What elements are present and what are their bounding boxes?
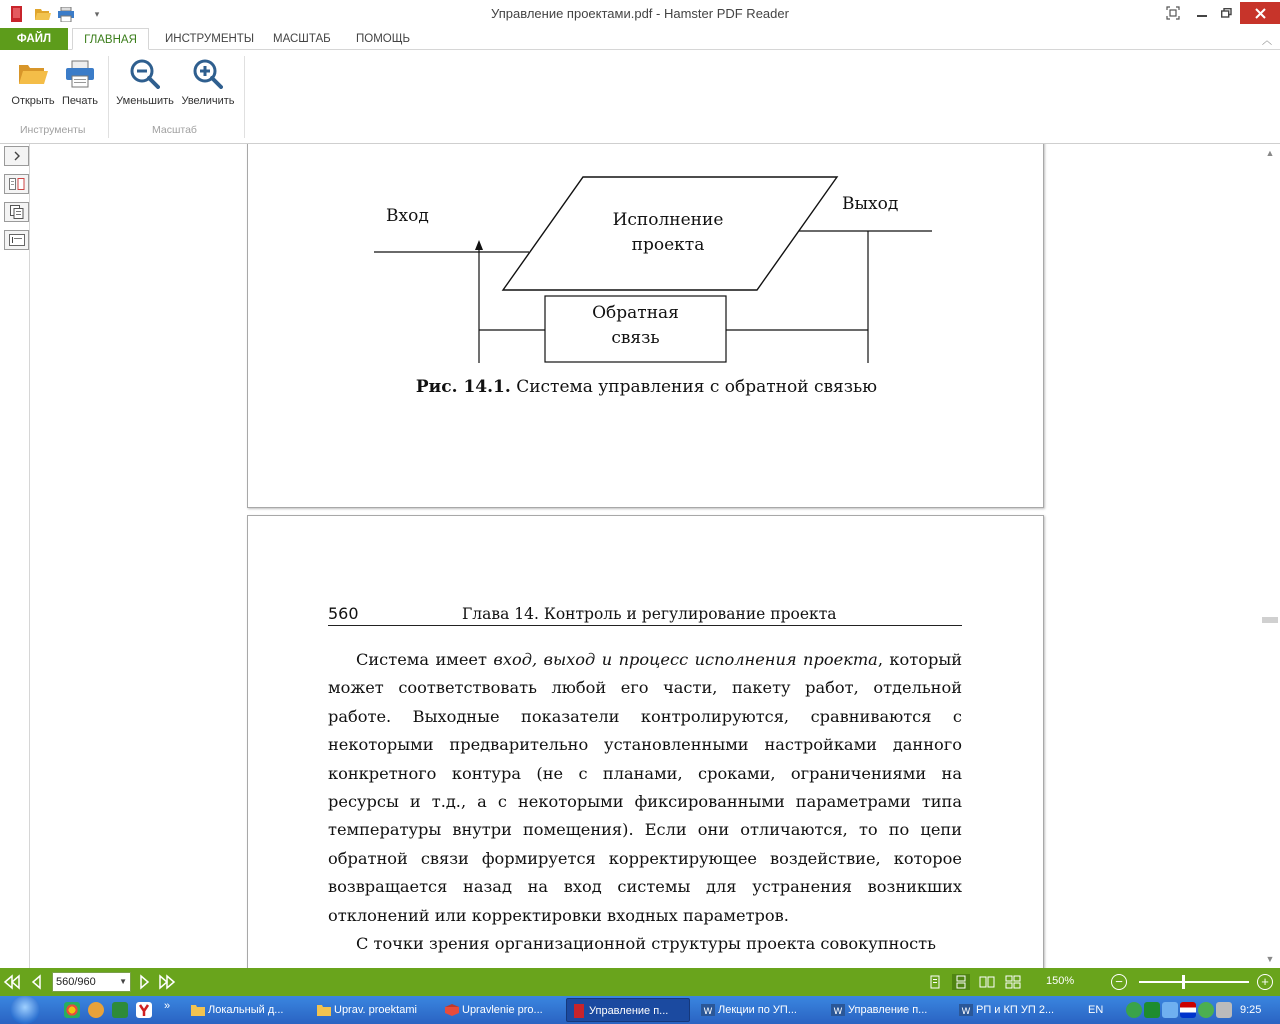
taskbar-overflow-icon[interactable]: »	[164, 1000, 171, 1012]
taskbar-item-label: РП и КП УП 2...	[976, 1004, 1055, 1016]
zoom-in-small-icon[interactable]: +	[1257, 974, 1273, 990]
running-head	[328, 604, 962, 626]
group-label-scale: Масштаб	[152, 124, 197, 136]
side-panel	[0, 144, 30, 968]
tab-scale[interactable]: МАСШТАБ	[273, 33, 331, 45]
print-button-label: Печать	[61, 95, 99, 107]
pdf-reader-icon	[571, 1003, 587, 1019]
check-icon[interactable]	[1126, 1002, 1142, 1018]
info-icon[interactable]	[1198, 1002, 1214, 1018]
svg-text:W: W	[961, 1007, 971, 1017]
zoom-out-button-label: Уменьшить	[116, 95, 174, 107]
diagram-output-label: Выход	[842, 194, 899, 214]
zoom-slider-thumb[interactable]	[1182, 975, 1185, 989]
yandex-icon[interactable]	[136, 1002, 152, 1018]
taskbar-item-label: Uprav. proektami	[334, 1004, 417, 1016]
zoom-level: 150%	[1046, 975, 1075, 987]
minimize-icon[interactable]	[1190, 2, 1214, 24]
open-button-label: Открыть	[11, 95, 55, 107]
title-bar	[0, 0, 1280, 28]
zoom-out-button[interactable]	[113, 56, 177, 107]
page-indicator: 560/960	[56, 976, 96, 988]
pdf-page	[247, 144, 1044, 508]
taskbar-item[interactable]	[954, 998, 1078, 1022]
expand-panel-icon[interactable]	[4, 146, 29, 166]
prev-page-icon[interactable]	[28, 974, 46, 990]
status-bar	[0, 968, 1280, 996]
tab-tools[interactable]: ИНСТРУМЕНТЫ	[165, 33, 255, 45]
group-separator	[244, 56, 245, 138]
zoom-in-button[interactable]	[178, 56, 238, 107]
taskbar-item[interactable]	[312, 998, 434, 1022]
zoom-slider[interactable]	[1139, 981, 1249, 983]
app-icon[interactable]	[112, 1002, 128, 1018]
next-page-icon[interactable]	[135, 974, 153, 990]
diagram-process-line2: проекта	[631, 235, 705, 255]
paragraph-emphasis: вход, выход и процесс исполнения проекта	[493, 650, 878, 669]
clock: 9:25	[1240, 1004, 1262, 1016]
zoom-in-button-label: Увеличить	[181, 95, 235, 107]
single-page-view-icon[interactable]	[926, 974, 944, 990]
paragraph: С точки зрения организационной структуры проекта совокупность	[356, 934, 936, 954]
taskbar-item-label: Управление п...	[589, 1005, 669, 1017]
word-icon	[830, 1002, 846, 1018]
figure-caption	[248, 377, 1045, 397]
taskbar	[0, 996, 1280, 1024]
tab-file[interactable]: ФАЙЛ	[0, 28, 68, 50]
zoom-out-small-icon[interactable]: −	[1111, 974, 1127, 990]
ribbon-collapse-icon[interactable]: ︿	[1262, 36, 1272, 47]
chevron-down-icon[interactable]: ▼	[119, 977, 127, 986]
restore-icon[interactable]	[1214, 2, 1238, 24]
close-icon[interactable]	[1240, 2, 1280, 24]
language-indicator[interactable]: EN	[1088, 1004, 1104, 1016]
diagram-feedback-line1: Обратная	[592, 303, 679, 323]
tab-home[interactable]: ГЛАВНАЯ	[72, 28, 149, 50]
folder-open-icon	[15, 56, 51, 92]
first-page-icon[interactable]	[3, 974, 21, 990]
taskbar-item-label: Лекции по УП...	[718, 1004, 797, 1016]
word-icon	[958, 1002, 974, 1018]
tab-help[interactable]: ПОМОЩЬ	[356, 33, 411, 45]
two-page-continuous-icon[interactable]	[1004, 974, 1022, 990]
diagram-process-line1: Исполнение	[612, 210, 724, 230]
word-icon	[700, 1002, 716, 1018]
taskbar-item[interactable]	[186, 998, 308, 1022]
vertical-scrollbar[interactable]	[1260, 144, 1280, 968]
zoom-out-icon	[127, 56, 163, 92]
document-viewport[interactable]	[31, 144, 1260, 968]
open-button[interactable]	[8, 56, 58, 107]
zoom-in-icon	[190, 56, 226, 92]
diagram-process-label	[588, 208, 748, 258]
taskbar-item[interactable]	[826, 998, 950, 1022]
diagram-feedback-label	[545, 301, 726, 351]
two-page-view-icon[interactable]	[978, 974, 996, 990]
page-number: 560	[328, 604, 359, 623]
book-icon	[444, 1002, 460, 1018]
scroll-down-icon[interactable]: ▼	[1265, 954, 1275, 964]
paragraph-text: Система имеет	[356, 650, 494, 669]
continuous-view-icon[interactable]	[952, 974, 970, 990]
folder-icon	[316, 1002, 332, 1018]
ribbon-tabs	[0, 28, 1280, 50]
last-page-icon[interactable]	[158, 974, 176, 990]
taskbar-item-label: Локальный д...	[208, 1004, 284, 1016]
start-button[interactable]	[10, 996, 40, 1024]
svg-text:W: W	[703, 1007, 713, 1017]
figure-caption-label: Рис. 14.1.	[415, 377, 511, 397]
volume-icon[interactable]	[1216, 1002, 1232, 1018]
bookmarks-icon[interactable]	[4, 230, 29, 250]
tray-app-icon[interactable]	[1144, 1002, 1160, 1018]
printer-icon	[62, 56, 98, 92]
scroll-thumb[interactable]	[1262, 617, 1278, 623]
thumbnails-icon[interactable]	[4, 174, 29, 194]
group-label-tools: Инструменты	[20, 124, 86, 136]
scroll-up-icon[interactable]: ▲	[1265, 148, 1275, 158]
taskbar-item-label: Управление п...	[848, 1004, 928, 1016]
network-icon[interactable]	[1162, 1002, 1178, 1018]
chrome-icon[interactable]	[64, 1002, 80, 1018]
chapter-title: Глава 14. Контроль и регулирование проекта	[462, 605, 837, 623]
quick-access-dropdown-icon[interactable]: ▾	[94, 8, 100, 19]
body-text	[328, 646, 962, 958]
pages-icon[interactable]	[4, 202, 29, 222]
pdf-page	[247, 515, 1044, 968]
diagram-feedback-line2: связь	[611, 328, 660, 348]
paragraph-text: , который может соответствовать любой его части, пакету работ, отдельной работе. Выходные показатели контролируются, сравниваются с некоторыми предварительно установленными настройками данного конкретного контура (не с планами, сроками, ограничениями на ресурсы и т.д., а с некоторыми фиксированными параметрами типа температуры внутри помещения). Если они отличаются, то по цепи обратной связи формируется корректирующее воздействие, которое возвращается назад на вход системы для устранения возникших отклонений или корректировки входных параметров.	[328, 650, 963, 925]
ribbon-panel	[0, 50, 1280, 144]
group-separator	[108, 56, 109, 138]
fullscreen-icon[interactable]	[1162, 2, 1184, 24]
taskbar-item-active[interactable]	[566, 998, 690, 1022]
page-number-field[interactable]	[52, 972, 131, 992]
figure-caption-text: Система управления с обратной связью	[516, 377, 878, 397]
print-button[interactable]	[58, 56, 102, 107]
window-title: Управление проектами.pdf - Hamster PDF Reader	[491, 6, 789, 21]
taskbar-item[interactable]	[440, 998, 562, 1022]
flag-icon[interactable]	[1180, 1002, 1196, 1018]
taskbar-item[interactable]	[696, 998, 820, 1022]
svg-text:W: W	[833, 1007, 843, 1017]
mail-icon[interactable]	[88, 1002, 104, 1018]
paragraph	[328, 646, 962, 930]
diagram-input-label: Вход	[386, 206, 429, 226]
taskbar-item-label: Upravlenie pro...	[462, 1004, 543, 1016]
folder-icon	[190, 1002, 206, 1018]
